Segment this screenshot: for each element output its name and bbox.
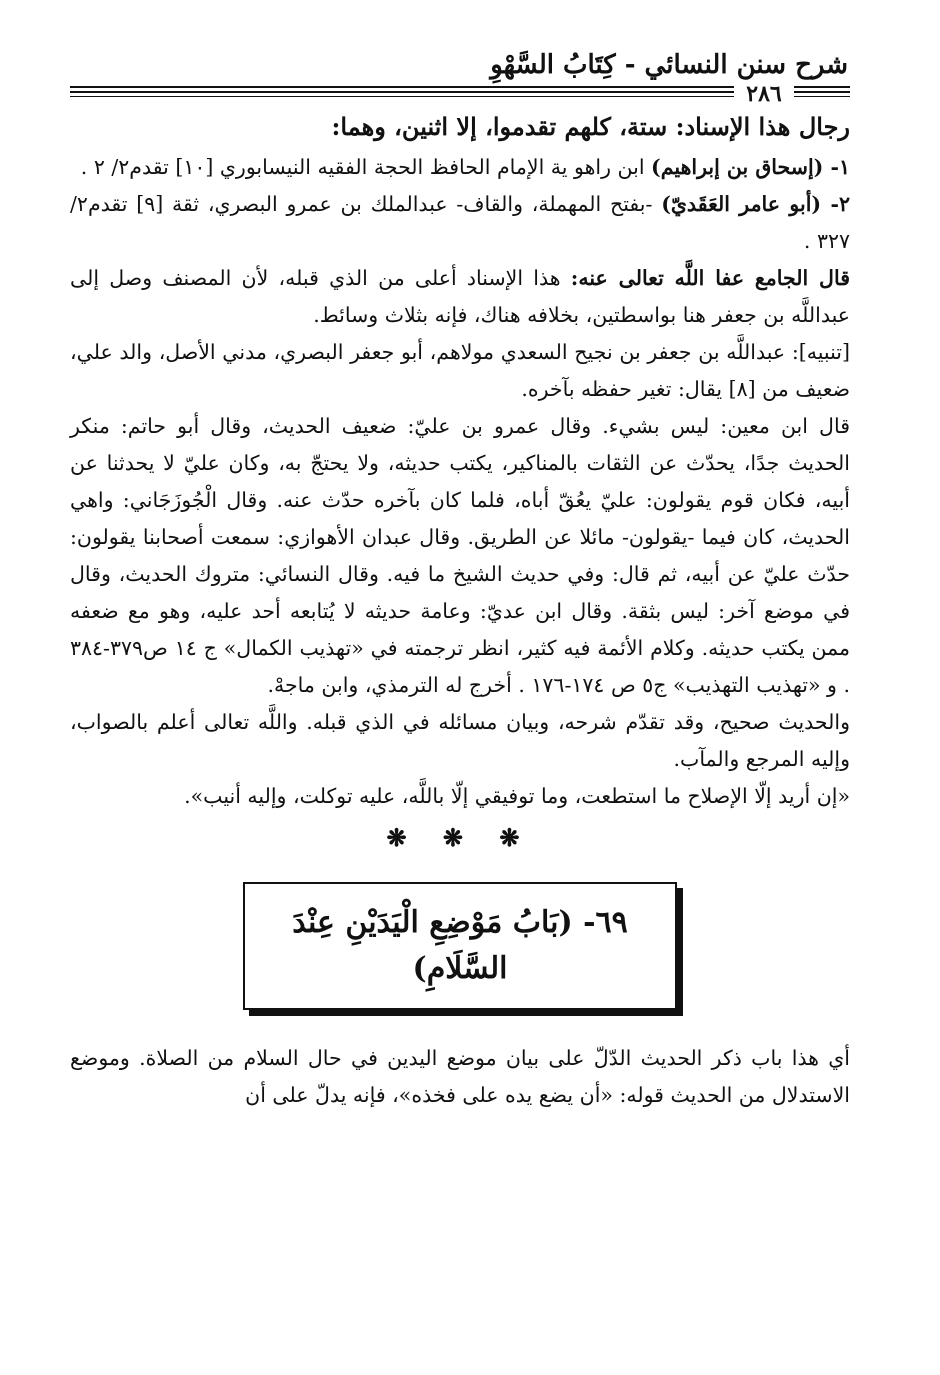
page-header (70, 40, 850, 107)
book-page (70, 40, 850, 1114)
header-rule (70, 91, 850, 93)
compiler-comment (70, 260, 850, 334)
header-rule (70, 86, 850, 88)
section-heading: رجال هذا الإسناد: ستة، كلهم تقدموا، إلا اثنين، وهما: (331, 112, 850, 141)
header-rule (70, 96, 850, 97)
narrator-name: ٢- (أبو عامر العَقَديّ) (661, 192, 851, 216)
page-body (70, 108, 850, 1114)
compiler-text: هذا الإسناد أعلى من الذي قبله، لأن المصنف وصل إلى عبداللَّه بن جعفر هنا بواسطتين، بخلافه هناك، فإنه بثلاث وسائط. (70, 266, 850, 327)
narrator-entry (70, 149, 850, 186)
page-number: ٢٨٦ (734, 83, 794, 105)
ruling-paragraph: والحديث صحيح، وقد تقدّم شرحه، وبيان مسائله في الذي قبله. واللَّه تعالى أعلم بالصواب، وإليه المرجع والمآب. (70, 710, 850, 771)
closing-quote: «إن أريد إلّا الإصلاح ما استطعت، وما توفيقي إلّا باللَّه، عليه توكلت، وإليه أنيب». (184, 784, 850, 808)
chapter-title-box (243, 882, 677, 1010)
narrator-entry (70, 186, 850, 260)
separator-stars: ❋ ❋ ❋ (386, 823, 534, 852)
critics-paragraph: قال ابن معين: ليس بشيء. وقال عمرو بن عليّ: ضعيف الحديث، وقال أبو حاتم: منكر الحديث جدًا، يحدّث عن الثقات بالمناكير، يكتب حديثه، ولا يحتجّ به، وكان عليّ لا يحدثنا عن أبيه، فكان قوم يقولون: عليّ يعُقّ أباه، فلما كان بآخره حدّث عنه. وقال الْجُوزَجَاني: واهي الحديث، كان فيما -يقولون- مائلا عن الطريق. وقال عبدان الأهوازي: سمعت أصحابنا يقولون: حدّث عليّ عن أبيه، ثم قال: وفي حديث الشيخ ما فيه. وقال النسائي: متروك الحديث، وقال في موضع آخر: ليس بثقة. وقال ابن عديّ: وعامة حديثه لا يُتابعه أحد عليه، وهو مع ضعفه ممن يكتب حديثه. وكلام الأئمة فيه كثير، انظر ترجمته في «تهذيب الكمال» ج ١٤ ص٣٧٩-٣٨٤ . و «تهذيب التهذيب» ج٥ ص ١٧٤-١٧٦ . أخرج له الترمذي، وابن ماجهْ. (70, 414, 850, 697)
running-title: شرح سنن النسائي - كِتَابُ السَّهْوِ (490, 50, 848, 80)
narrator-text: -بفتح المهملة، والقاف- عبدالملك بن عمرو البصري، ثقة [٩] تقدم٢/ ٣٢٧ . (70, 192, 850, 253)
note-paragraph: [تنبيه]: عبداللَّه بن جعفر بن نجيح السعدي مولاهم، أبو جعفر البصري، مدني الأصل، والد علي، ضعيف من [٨] يقال: تغير حفظه بآخره. (70, 340, 850, 401)
compiler-label: قال الجامع عفا اللَّه تعالى عنه: (570, 266, 850, 290)
narrator-name: ١- (إسحاق بن إبراهيم) (651, 155, 850, 179)
narrator-text: ابن راهو ية الإمام الحافظ الحجة الفقيه النيسابوري [١٠] تقدم٢/ ٢ . (80, 155, 652, 179)
chapter-intro: أي هذا باب ذكر الحديث الدّلّ على بيان موضع اليدين في حال السلام من الصلاة. وموضع الاستدلال من الحديث قوله: «أن يضع يده على فخذه»، فإنه يدلّ على أن (70, 1046, 850, 1107)
chapter-title: ٦٩- (بَابُ مَوْضِعِ الْيَدَيْنِ عِنْدَ السَّلَامِ) (292, 905, 628, 986)
